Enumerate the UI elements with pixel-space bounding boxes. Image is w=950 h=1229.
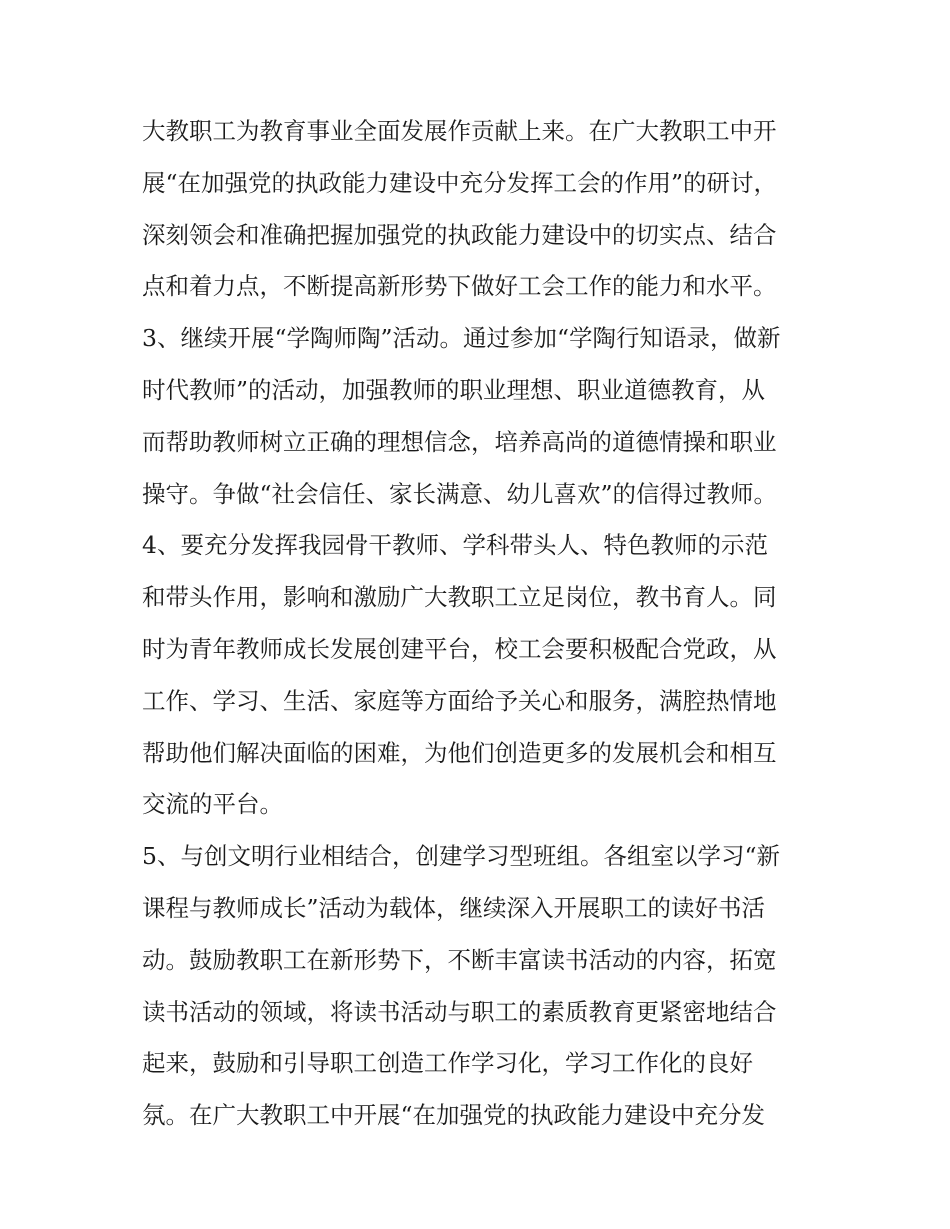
text-line: 动。鼓励教职工在新形势下，不断丰富读书活动的内容，拓宽 <box>142 945 777 974</box>
text-line: 读书活动的领域，将读书活动与职工的素质教育更紧密地结合 <box>142 997 777 1026</box>
text-line: 时为青年教师成长发展创建平台，校工会要积极配合党政，从 <box>142 634 777 663</box>
text-line: 起来，鼓励和引导职工创造工作学习化，学习工作化的良好 <box>142 1049 753 1078</box>
body-text <box>142 106 822 1142</box>
text-line: 课程与教师成长”活动为载体，继续深入开展职工的读好书活 <box>142 893 766 922</box>
text-line: 展“在加强党的执政能力建设中充分发挥工会的作用”的研讨， <box>142 168 778 197</box>
text-line: 4、要充分发挥我园骨干教师、学科带头人、特色教师的示范 <box>142 531 768 560</box>
text-line: 操守。争做“社会信任、家长满意、幼儿喜欢”的信得过教师。 <box>142 479 778 508</box>
text-line: 和带头作用，影响和激励广大教职工立足岗位，教书育人。同 <box>142 583 777 612</box>
text-line: 工作、学习、生活、家庭等方面给予关心和服务，满腔热情地 <box>142 686 777 715</box>
text-line: 大教职工为教育事业全面发展作贡献上来。在广大教职工中开 <box>142 117 777 145</box>
text-line: 点和着力点，不断提高新形势下做好工会工作的能力和水平。 <box>142 272 777 301</box>
text-line: 3、继续开展“学陶师陶”活动。通过参加“学陶行知语录，做新 <box>142 324 781 353</box>
text-line: 5、与创文明行业相结合，创建学习型班组。各组室以学习“新 <box>142 842 780 871</box>
text-line: 帮助他们解决面临的困难，为他们创造更多的发展机会和相互 <box>142 738 777 767</box>
text-line: 时代教师”的活动，加强教师的职业理想、职业道德教育，从 <box>142 375 766 404</box>
text-line: 深刻领会和准确把握加强党的执政能力建设中的切实点、结合 <box>142 220 777 249</box>
text-line: 氛。在广大教职工中开展“在加强党的执政能力建设中充分发 <box>142 1101 766 1130</box>
text-line: 而帮助教师树立正确的理想信念，培养高尚的道德情操和职业 <box>142 427 777 456</box>
text-line: 交流的平台。 <box>142 790 283 819</box>
